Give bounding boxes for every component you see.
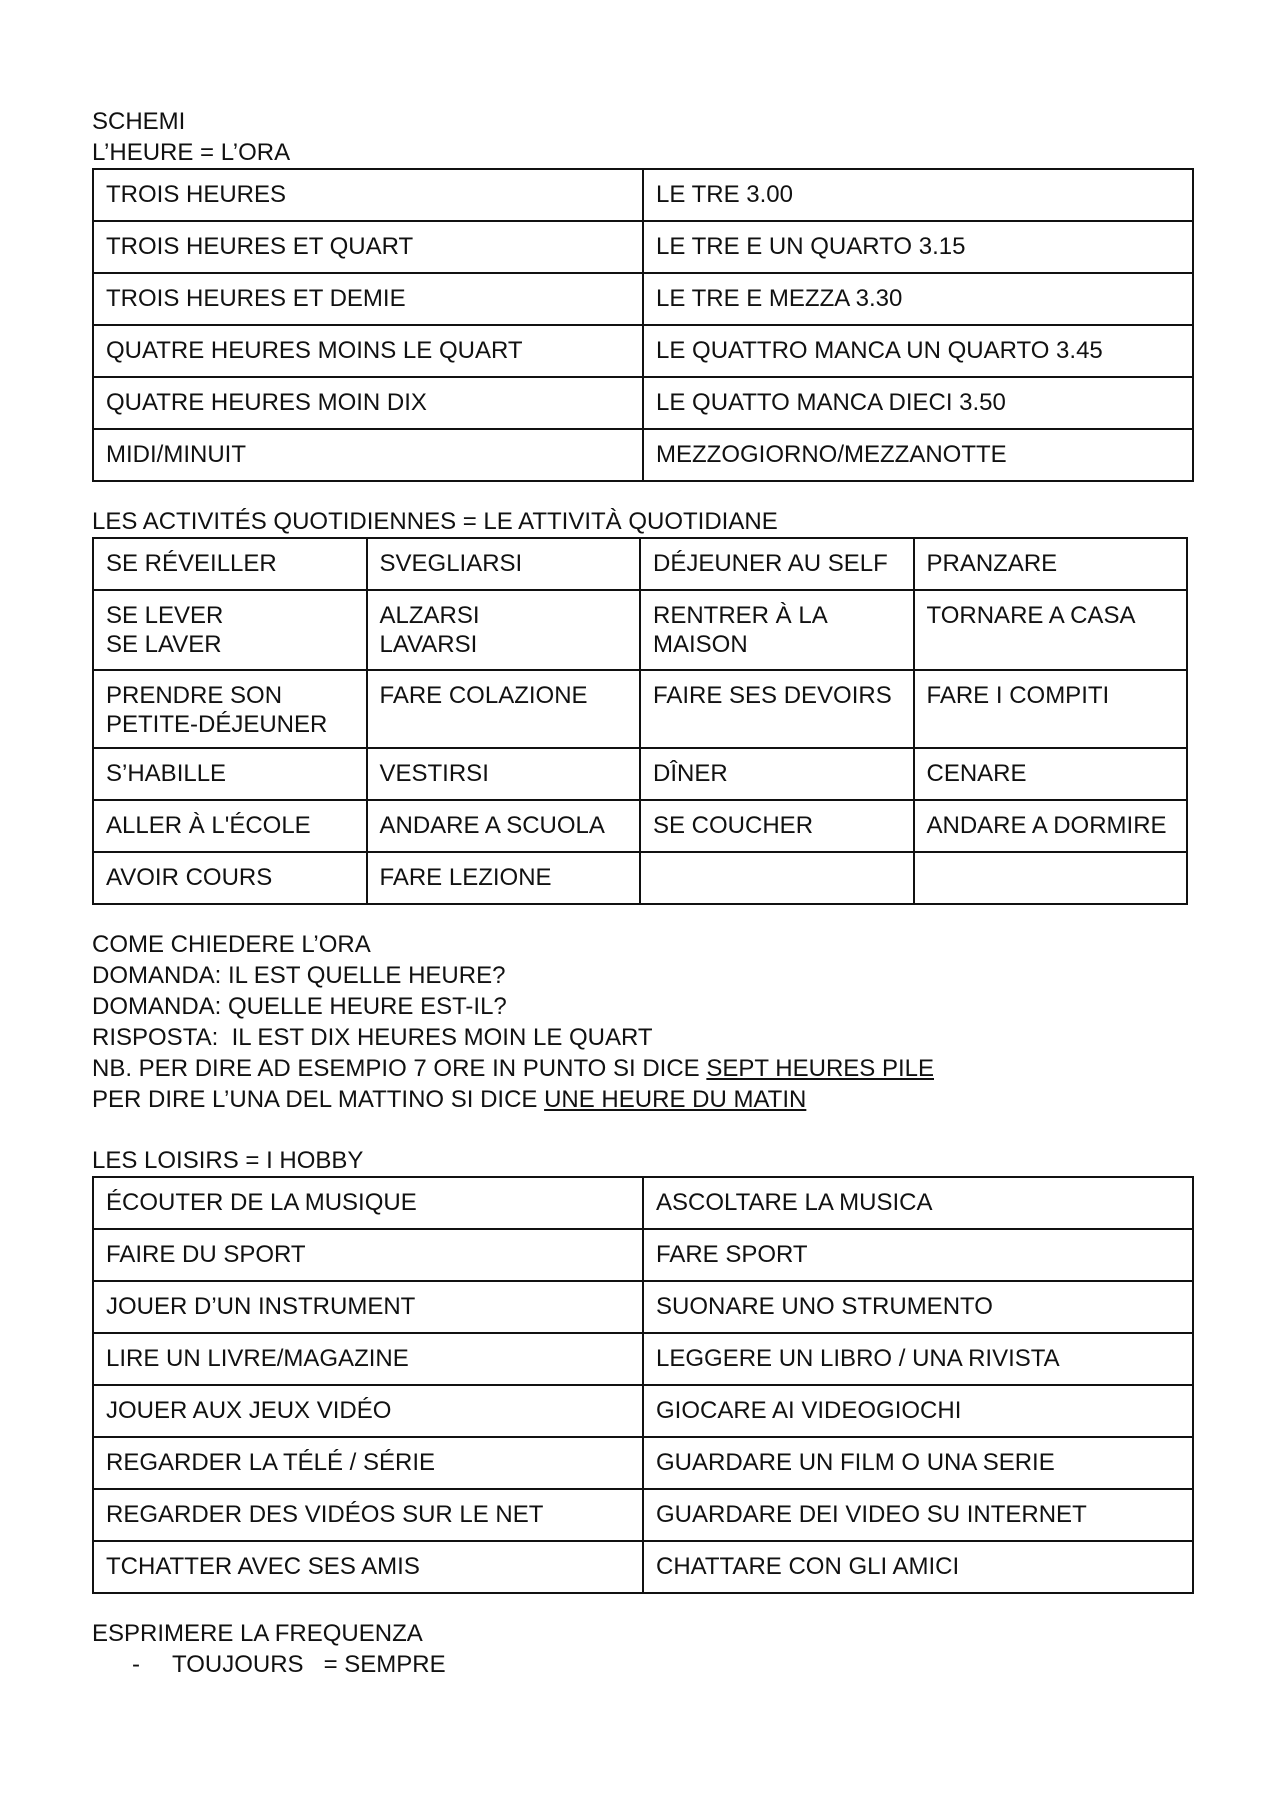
bullet-dash: - (132, 1651, 140, 1678)
table-row (93, 852, 1187, 904)
table-cell: FAIRE DU SPORT (93, 1229, 643, 1281)
table-row (93, 800, 1187, 852)
table-row (93, 1281, 1193, 1333)
table-cell: ASCOLTARE LA MUSICA (643, 1177, 1193, 1229)
table-row (93, 429, 1193, 481)
table-cell: GUARDARE UN FILM O UNA SERIE (643, 1437, 1193, 1489)
table-row (93, 325, 1193, 377)
table-cell: FARE SPORT (643, 1229, 1193, 1281)
section-ask-heading: COME CHIEDERE L’ORA (92, 931, 371, 958)
table-cell (914, 852, 1188, 904)
section-frequency-heading: ESPRIMERE LA FREQUENZA (92, 1620, 423, 1647)
table-cell: ALZARSI LAVARSI (367, 590, 641, 670)
table-cell: TROIS HEURES (93, 169, 643, 221)
table-row (93, 1229, 1193, 1281)
table-cell: SE RÉVEILLER (93, 538, 367, 590)
table-row (93, 1177, 1193, 1229)
table-cell: JOUER AUX JEUX VIDÉO (93, 1385, 643, 1437)
table-row (93, 169, 1193, 221)
table-cell: DÉJEUNER AU SELF (640, 538, 914, 590)
table-cell: QUATRE HEURES MOIN DIX (93, 377, 643, 429)
note-text: NB. PER DIRE AD ESEMPIO 7 ORE IN PUNTO SI DICE (92, 1055, 707, 1082)
table-cell: SE COUCHER (640, 800, 914, 852)
table-cell: FAIRE SES DEVOIRS (640, 670, 914, 748)
table-cell (640, 852, 914, 904)
table-cell: ÉCOUTER DE LA MUSIQUE (93, 1177, 643, 1229)
table-row (93, 221, 1193, 273)
note-underlined-text: UNE HEURE DU MATIN (544, 1086, 807, 1113)
table-cell: LIRE UN LIVRE/MAGAZINE (93, 1333, 643, 1385)
table-cell: REGARDER DES VIDÉOS SUR LE NET (93, 1489, 643, 1541)
table-cell: FARE LEZIONE (367, 852, 641, 904)
section-activities-heading: LES ACTIVITÉS QUOTIDIENNES = LE ATTIVITÀ QUOTIDIANE (92, 508, 778, 535)
table-cell: GUARDARE DEI VIDEO SU INTERNET (643, 1489, 1193, 1541)
note-text: PER DIRE L’UNA DEL MATTINO SI DICE (92, 1086, 545, 1113)
table-cell: ALLER À L'ÉCOLE (93, 800, 367, 852)
table-cell: QUATRE HEURES MOINS LE QUART (93, 325, 643, 377)
table-cell: VESTIRSI (367, 748, 641, 800)
table-row (93, 670, 1187, 748)
table-row (93, 273, 1193, 325)
note-line (92, 1053, 1202, 1084)
table-row (93, 590, 1187, 670)
table-cell: DÎNER (640, 748, 914, 800)
table-cell: ANDARE A DORMIRE (914, 800, 1188, 852)
table-cell: GIOCARE AI VIDEOGIOCHI (643, 1385, 1193, 1437)
table-cell: REGARDER LA TÉLÉ / SÉRIE (93, 1437, 643, 1489)
document-page (92, 106, 1202, 1680)
question-line: DOMANDA: QUELLE HEURE EST-IL? (92, 993, 507, 1020)
table-cell: JOUER D’UN INSTRUMENT (93, 1281, 643, 1333)
table-cell: CENARE (914, 748, 1188, 800)
list-item (92, 1649, 1202, 1680)
table-row (93, 538, 1187, 590)
section-hobbies-heading: LES LOISIRS = I HOBBY (92, 1147, 364, 1174)
table-row (93, 1489, 1193, 1541)
table-cell: CHATTARE CON GLI AMICI (643, 1541, 1193, 1593)
table-row (93, 748, 1187, 800)
table-row (93, 1333, 1193, 1385)
table-cell: PRANZARE (914, 538, 1188, 590)
table-row (93, 1385, 1193, 1437)
table-cell: MIDI/MINUIT (93, 429, 643, 481)
table-cell: SE LEVER SE LAVER (93, 590, 367, 670)
note-line (92, 1084, 1202, 1115)
note-underlined-text: SEPT HEURES PILE (706, 1055, 934, 1082)
table-cell: FARE COLAZIONE (367, 670, 641, 748)
table-cell: SVEGLIARSI (367, 538, 641, 590)
list-item-text: TOUJOURS = SEMPRE (172, 1651, 446, 1678)
table-cell: RENTRER À LA MAISON (640, 590, 914, 670)
question-line: DOMANDA: IL EST QUELLE HEURE? (92, 962, 506, 989)
table-cell: LE QUATTO MANCA DIECI 3.50 (643, 377, 1193, 429)
table-cell: TORNARE A CASA (914, 590, 1188, 670)
table-row (93, 1437, 1193, 1489)
table-cell: ANDARE A SCUOLA (367, 800, 641, 852)
table-cell: TROIS HEURES ET QUART (93, 221, 643, 273)
table-cell: LE QUATTRO MANCA UN QUARTO 3.45 (643, 325, 1193, 377)
table-row (93, 1541, 1193, 1593)
table-cell: FARE I COMPITI (914, 670, 1188, 748)
table-cell: LE TRE 3.00 (643, 169, 1193, 221)
table-cell: MEZZOGIORNO/MEZZANOTTE (643, 429, 1193, 481)
table-cell: S’HABILLE (93, 748, 367, 800)
document-title: SCHEMI (92, 108, 186, 135)
table-row (93, 377, 1193, 429)
time-table (92, 168, 1194, 482)
table-cell: TROIS HEURES ET DEMIE (93, 273, 643, 325)
table-cell: TCHATTER AVEC SES AMIS (93, 1541, 643, 1593)
table-cell: SUONARE UNO STRUMENTO (643, 1281, 1193, 1333)
activities-table (92, 537, 1188, 905)
hobbies-table (92, 1176, 1194, 1594)
section-time-heading: L’HEURE = L’ORA (92, 139, 291, 166)
table-cell: PRENDRE SON PETITE-DÉJEUNER (93, 670, 367, 748)
table-cell: AVOIR COURS (93, 852, 367, 904)
table-cell: LE TRE E MEZZA 3.30 (643, 273, 1193, 325)
table-cell: LEGGERE UN LIBRO / UNA RIVISTA (643, 1333, 1193, 1385)
answer-line: RISPOSTA: IL EST DIX HEURES MOIN LE QUART (92, 1024, 653, 1051)
table-cell: LE TRE E UN QUARTO 3.15 (643, 221, 1193, 273)
